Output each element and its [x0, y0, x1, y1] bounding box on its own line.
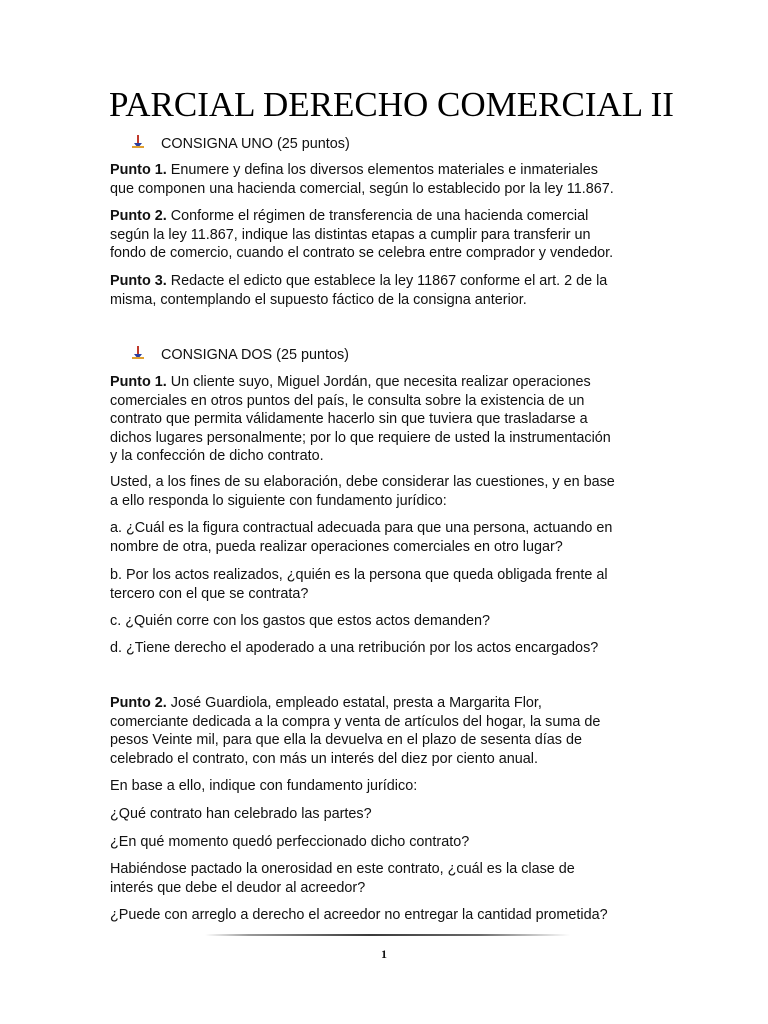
section-heading-consigna-uno: [130, 134, 350, 155]
punto-1-consigna-uno: [110, 161, 660, 198]
question-b: [110, 566, 660, 603]
paragraph-line: En base a ello, indique con fundamento jurídico:: [110, 778, 418, 794]
paragraph-line: Enumere y defina los diversos elementos materiales e inmateriales: [166, 162, 598, 178]
paragraph-line: comerciales en otros puntos del país, le consulta sobre la existencia de un: [110, 392, 585, 409]
paragraph-line: Conforme el régimen de transferencia de una hacienda comercial: [166, 208, 589, 224]
paragraph-line: dichos lugares personalmente; por lo que requiere de usted la instrumentación: [110, 429, 611, 446]
page-number: 1: [381, 947, 387, 961]
paragraph-line: misma, contemplando el supuesto fáctico de la consigna anterior.: [110, 291, 527, 308]
punto-label: Punto 2.: [110, 695, 167, 711]
paragraph-line: ¿Puede con arreglo a derecho el acreedor no entregar la cantidad prometida?: [110, 907, 608, 923]
paragraph-line: a. ¿Cuál es la figura contractual adecuada para que una persona, actuando en: [110, 520, 613, 536]
punto-1-consigna-dos: [110, 373, 660, 466]
punto-2-intro: [110, 777, 660, 796]
punto-2-consigna-dos: [110, 694, 660, 768]
section-heading-consigna-dos: [130, 345, 349, 366]
question-c: [110, 612, 660, 631]
punto-2-question-4: [110, 906, 660, 925]
question-a: [110, 519, 660, 556]
footer-divider: [205, 934, 570, 936]
paragraph-line: Habiéndose pactado la onerosidad en este contrato, ¿cuál es la clase de: [110, 861, 575, 877]
paragraph-line: contrato que permita válidamente hacerlo sin que tuviera que trasladarse a: [110, 411, 588, 427]
paragraph-line: ¿En qué momento quedó perfeccionado dicho contrato?: [110, 834, 470, 850]
paragraph-line: celebrado el contrato, con más un interés del diez por ciento anual.: [110, 750, 538, 767]
punto-2-question-1: [110, 805, 660, 824]
punto-label: Punto 3.: [110, 273, 167, 289]
paragraph-line: según la ley 11.867, indique las distintas etapas a cumplir para transferir un: [110, 226, 591, 243]
punto-label: Punto 2.: [110, 208, 167, 224]
bullet-arrow-icon: [130, 134, 148, 155]
page-title: PARCIAL DERECHO COMERCIAL II: [109, 85, 674, 124]
punto-3-consigna-uno: [110, 272, 660, 309]
paragraph-line: Redacte el edicto que establece la ley 11867 conforme el art. 2 de la: [166, 273, 608, 289]
paragraph-line: Un cliente suyo, Miguel Jordán, que necesita realizar operaciones: [166, 374, 591, 390]
section-heading-label: CONSIGNA UNO (25 puntos): [161, 136, 350, 152]
paragraph-line: Usted, a los fines de su elaboración, debe considerar las cuestiones, y en base: [110, 474, 615, 490]
paragraph-line: nombre de otra, pueda realizar operaciones comerciales en otro lugar?: [110, 538, 563, 555]
punto-2-consigna-uno: [110, 207, 660, 263]
paragraph-line: José Guardiola, empleado estatal, presta a Margarita Flor,: [166, 695, 542, 711]
question-d: [110, 639, 660, 658]
paragraph-line: d. ¿Tiene derecho el apoderado a una retribución por los actos encargados?: [110, 640, 599, 656]
paragraph-line: interés que debe el deudor al acreedor?: [110, 879, 366, 896]
paragraph-line: que componen una hacienda comercial, según lo establecido por la ley 11.867.: [110, 180, 614, 197]
bullet-arrow-icon: [130, 345, 148, 366]
paragraph-line: fondo de comercio, cuando el contrato se celebra entre comprador y vendedor.: [110, 245, 614, 261]
paragraph-line: c. ¿Quién corre con los gastos que estos actos demanden?: [110, 613, 490, 629]
paragraph-line: a ello responda lo siguiente con fundamento jurídico:: [110, 492, 447, 509]
paragraph-line: y la confección de dicho contrato.: [110, 448, 324, 464]
paragraph-line: pesos Veinte mil, para que ella la devuelva en el plazo de sesenta días de: [110, 732, 583, 748]
paragraph-line: ¿Qué contrato han celebrado las partes?: [110, 806, 372, 822]
section-heading-label: CONSIGNA DOS (25 puntos): [161, 347, 349, 363]
punto-2-question-3: [110, 860, 660, 897]
punto-label: Punto 1.: [110, 374, 167, 390]
paragraph-line: b. Por los actos realizados, ¿quién es la persona que queda obligada frente al: [110, 567, 608, 583]
punto-2-question-2: [110, 833, 660, 852]
consigna-dos-intro: [110, 473, 660, 510]
paragraph-line: comerciante dedicada a la compra y venta de artículos del hogar, la suma de: [110, 713, 601, 730]
punto-label: Punto 1.: [110, 162, 167, 178]
paragraph-line: tercero con el que se contrata?: [110, 585, 309, 602]
